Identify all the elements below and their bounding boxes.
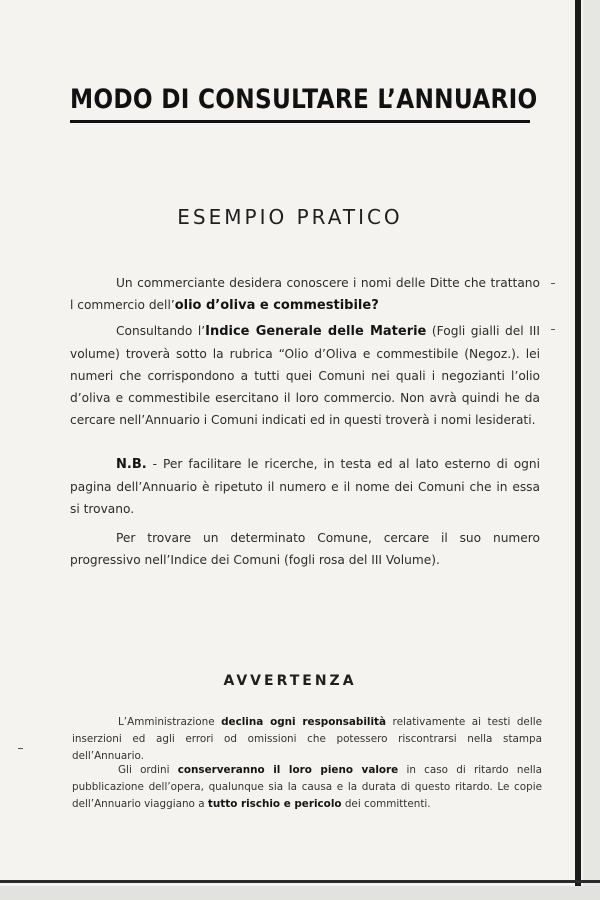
scan-margin-bottom [0,886,600,900]
consulting-text-a: Consultando l’ [116,324,206,338]
index-bold: Indice Generale delle Materie [205,324,427,339]
paragraph-nb [70,453,540,520]
question-bold: olio d’oliva e commestibile? [174,298,379,313]
warning-heading: AVVERTENZA [223,673,357,689]
scan-border-right [575,0,581,900]
nb-label: N.B. [116,457,147,472]
scan-margin-right [583,0,600,900]
orders-text-b: in caso di ritardo nella pubblicazione dell’opera, qualunque sia la causa e la durata di questo ritardo. Le copie dell’Annuario viaggiano a [72,764,542,810]
question-text: Un commerciante desidera conoscere i nomi delle Ditte che trattano l commercio dell’ [70,276,540,312]
responsibility-bold: declina ogni responsabilità [221,716,387,728]
scan-speck [551,329,555,330]
scan-border-bottom [0,880,600,883]
orders-bold-value: conserveranno il loro pieno valore [177,764,399,776]
example-heading: ESEMPIO PRATICO [177,205,403,229]
orders-bold-risk: tutto rischio e pericolo [207,798,342,810]
paragraph-responsibility [72,714,542,765]
consulting-text-b: (Fogli gialli del III volume) troverà sotto la rubrica “Olio d’Oliva e commestibile (Negoz.). lei numeri che corrispondono a tutti quei Comuni nei quali i negozianti l’olio d’oliva e commestibile esercitano il loro commercio. Non avrà quindi he da cercare nell’Annuario i Comuni indicati ed in questi troverà i nomi lesiderati. [70,324,540,427]
paragraph-consulting [70,320,540,431]
scan-speck [18,748,23,749]
page-title: MODO DI CONSULTARE L’ANNUARIO [70,84,538,115]
find-comune-text: Per trovare un determinato Comune, cercare il suo numero progressivo nell’Indice dei Comuni (fogli rosa del III Volume). [70,531,540,567]
scan-speck [551,283,555,284]
orders-text-c: dei committenti. [341,798,431,810]
responsibility-text-b: relativamente ai testi delle inserzioni ed agli errori od omissioni che potessero riscontrarsi nella stampa dell’Annuario. [72,716,542,762]
responsibility-text-a: L’Amministrazione [118,716,222,728]
paragraph-find-comune [70,527,540,571]
paragraph-question [70,272,540,317]
orders-text-a: Gli ordini [118,764,178,776]
title-underline [70,120,530,123]
nb-text: - Per facilitare le ricerche, in testa ed al lato esterno di ogni pagina dell’Annuario è ripetuto il numero e il nome dei Comuni che in essa si trovano. [70,457,540,516]
paragraph-orders [72,762,542,813]
